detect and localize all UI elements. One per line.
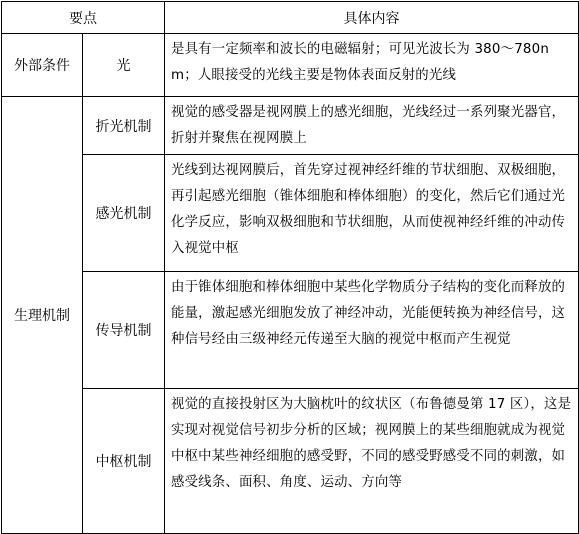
table-row [2,155,579,272]
content-refraction: 视觉的感受器是视网膜上的感光细胞，光线经过一系列聚光器官，折射并聚焦在视网膜上 [165,97,579,155]
header-row [2,2,579,34]
content-photoreception: 光线到达视网膜后，首先穿过视神经纤维的节状细胞、双极细胞，再引起感光细胞（锥体细胞和棒体细胞）的变化，然后它们通过光化学反应，影响双极细胞和节状细胞，从而使视神经纤维的冲动传入视觉中枢 [165,155,579,272]
item-label-photoreception: 感光机制 [83,155,165,272]
content-central: 视觉的直接投射区为大脑枕叶的纹状区（布鲁德曼第 17 区），这是实现对视觉信号初步分析的区域；视网膜上的某些细胞就成为视觉中枢中某些神经细胞的感受野，不同的感受野感受不同的刺激，如感受线条、面积、角度、运动、方向等 [165,389,579,534]
table-row [2,97,579,155]
group-label-physiological: 生理机制 [2,97,83,534]
group-label-external: 外部条件 [2,34,83,97]
content-conduction: 由于锥体细胞和棒体细胞中某些化学物质分子结构的变化而释放的能量，激起感光细胞发放了神经冲动，光能便转换为神经信号，这种信号经由三级神经元传递至大脑的视觉中枢而产生视觉 [165,272,579,389]
content-light: 是具有一定频率和波长的电磁辐射；可见光波长为 380～780nm；人眼接受的光线主要是物体表面反射的光线 [165,34,579,97]
item-label-central: 中枢机制 [83,389,165,534]
table-row [2,389,579,534]
table-row [2,272,579,389]
table-row [2,34,579,97]
header-content: 具体内容 [165,2,579,34]
item-label-refraction: 折光机制 [83,97,165,155]
knowledge-table [1,1,579,534]
item-label-conduction: 传导机制 [83,272,165,389]
item-label-light: 光 [83,34,165,97]
header-key-point: 要点 [2,2,165,34]
